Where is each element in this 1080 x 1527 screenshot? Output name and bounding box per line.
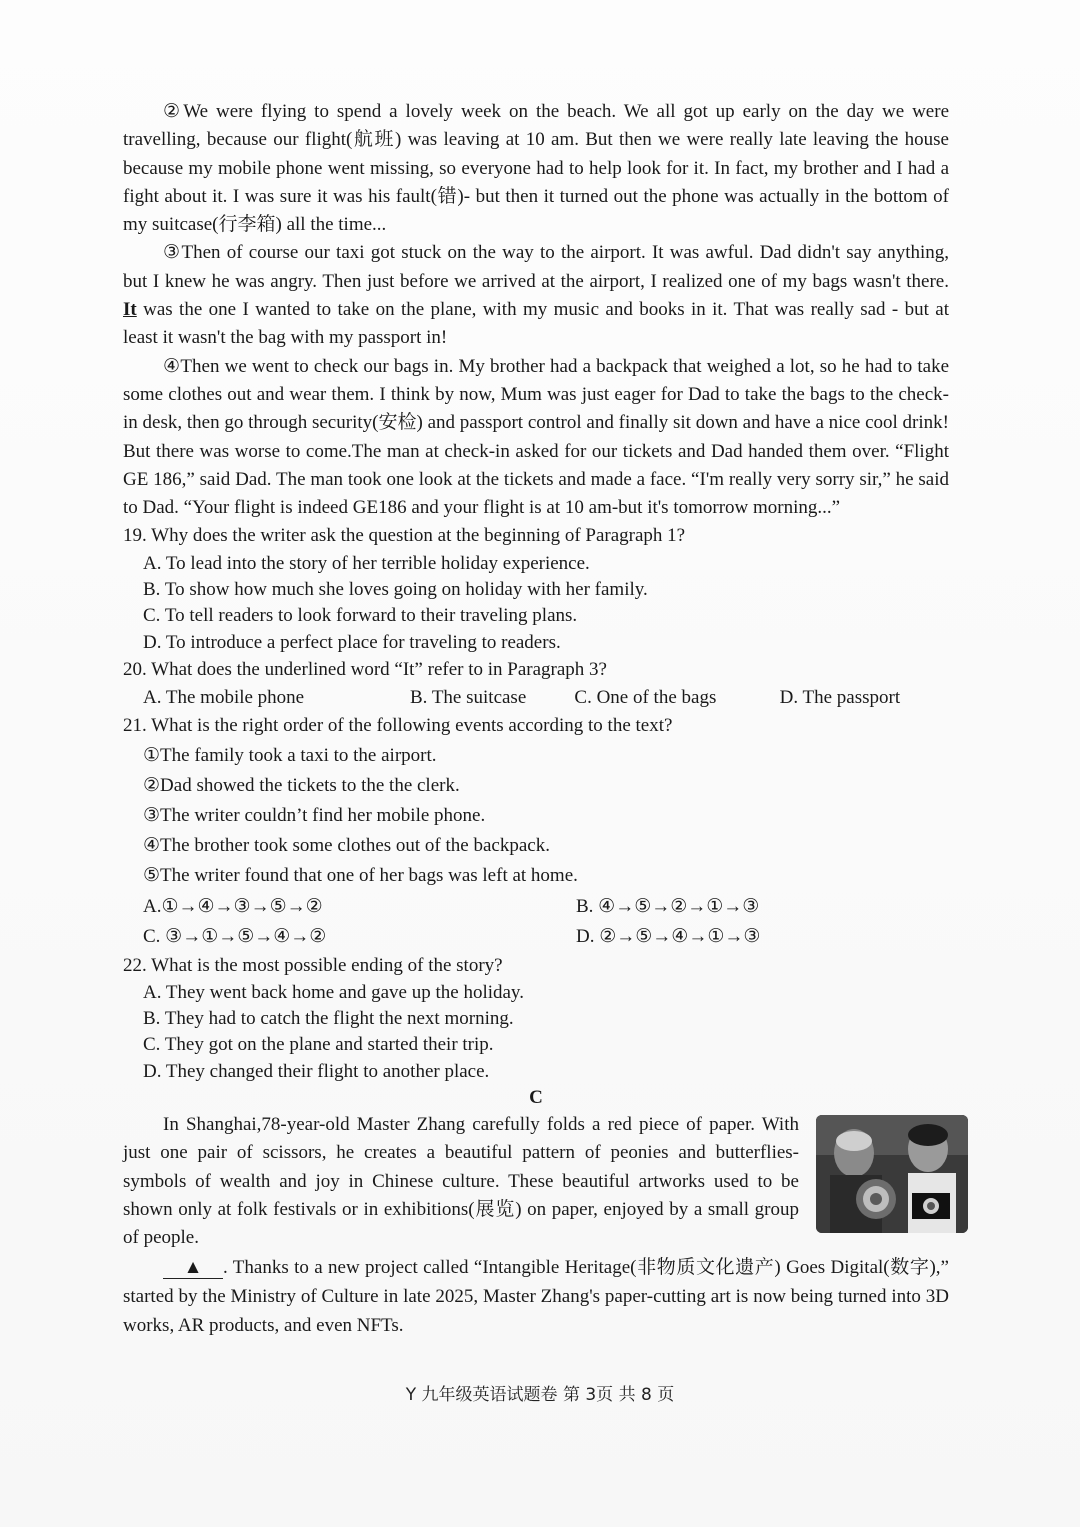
- q19-option-b: B. To show how much she loves going on holiday with her family.: [143, 579, 648, 601]
- page-content: [123, 98, 949, 1340]
- q20-option-a: A. The mobile phone: [143, 687, 305, 709]
- section-c-paragraph-2-text: . Thanks to a new project called “Intangible Heritage(非物质文化遗产) Goes Digital(数字),” started by the Ministry of Culture in late 2025, Master Zhang's paper-cutting art is now being turned into 3D works, AR products, and even NFTs.: [123, 1256, 949, 1336]
- paragraph-3-part2: was the one I wanted to take on the plane, with my music and books in it. That was really sad - but at least it wasn't the bag with my passport in!: [123, 299, 949, 349]
- q21-event-3: ③The writer couldn’t find her mobile phone.: [143, 804, 486, 826]
- paragraph-4: ④Then we went to check our bags in. My brother had a backpack that weighed a lot, so he had to take some clothes out and wear them. I think by now, Mum was just eager for Dad to take the bags to the check-in desk, then go through security(安检) and passport control and finally sit down and have a nice cool drink! But there was worse to come.The man at check-in asked for our tickets and Dad handed them over. “Flight GE 186,” said Dad. The man took one look at the tickets and made a face. “I'm really very sorry sir,” he said to Dad. “Your flight is indeed GE186 and your flight is at 10 am-but it's tomorrow morning...”: [123, 355, 949, 519]
- blank-triangle-mark: ▲: [163, 1258, 223, 1279]
- q21-option-a: A.①→④→③→⑤→②: [143, 895, 323, 917]
- q22-option-c: C. They got on the plane and started their trip.: [143, 1034, 494, 1056]
- q19-option-c: C. To tell readers to look forward to their traveling plans.: [143, 605, 578, 627]
- q22-option-d: D. They changed their flight to another place.: [143, 1060, 490, 1082]
- paragraph-3-part1: ③Then of course our taxi got stuck on the way to the airport. It was awful. Dad didn't say anything, but I knew he was angry. Then just before we arrived at the airport, I realized one of my bags wasn't there.: [123, 242, 949, 292]
- q21-event-5: ⑤The writer found that one of her bags was left at home.: [143, 865, 578, 887]
- section-c-paragraph-2: [123, 1253, 949, 1340]
- q21-option-c: C. ③→①→⑤→④→②: [143, 925, 327, 947]
- paper-cutting-photo: [816, 1115, 968, 1233]
- page-footer: Y 九年级英语试题卷 第 3页 共 8 页: [405, 1385, 675, 1405]
- q19-option-d: D. To introduce a perfect place for traveling to readers.: [143, 631, 561, 653]
- q22-option-b: B. They had to catch the flight the next morning.: [143, 1008, 514, 1030]
- section-c-paragraph-1: In Shanghai,78-year-old Master Zhang carefully folds a red piece of paper. With just one pair of scissors, he creates a beautiful pattern of peonies and butterflies- symbols of wealth and joy in Chinese culture. These beautiful artworks used to be shown only at folk festivals or in exhibitions(展览) on paper, enjoyed by a small group of people.: [123, 1114, 799, 1249]
- q20-option-b: B. The suitcase: [410, 687, 527, 709]
- q21-option-d: D. ②→⑤→④→①→③: [576, 925, 761, 947]
- question-21-stem: 21. What is the right order of the following events according to the text?: [123, 715, 673, 737]
- q21-option-b: B. ④→⑤→②→①→③: [576, 895, 760, 917]
- section-c-body: [123, 1111, 949, 1252]
- question-22-stem: 22. What is the most possible ending of the story?: [123, 954, 503, 976]
- q20-option-c: C. One of the bags: [574, 687, 717, 709]
- question-20-stem: 20. What does the underlined word “It” refer to in Paragraph 3?: [123, 658, 607, 680]
- underlined-it: It: [123, 299, 137, 321]
- question-19-stem: 19. Why does the writer ask the question at the beginning of Paragraph 1?: [123, 525, 686, 547]
- q19-option-a: A. To lead into the story of her terrible holiday experience.: [143, 552, 590, 574]
- q21-event-1: ①The family took a taxi to the airport.: [143, 744, 437, 766]
- q22-option-a: A. They went back home and gave up the holiday.: [143, 981, 524, 1003]
- paragraph-3: [123, 239, 949, 352]
- q21-event-2: ②Dad showed the tickets to the the clerk.: [143, 774, 460, 796]
- q20-options: [123, 684, 949, 712]
- q21-options-row-2: [123, 922, 949, 952]
- q21-options-row-1: [123, 892, 949, 922]
- q20-option-d: D. The passport: [779, 687, 901, 709]
- section-c-heading: C: [529, 1087, 543, 1109]
- q21-event-4: ④The brother took some clothes out of the backpack.: [143, 835, 550, 857]
- paragraph-2: ②We were flying to spend a lovely week on the beach. We all got up early on the day we were travelling, because our flight(航班) was leaving at 10 am. But then we were really late leaving the house because my mobile phone went missing, so everyone had to help look for it. In fact, my brother and I had a fight about it. I was sure it was his fault(错)- but then it turned out the phone was actually in the bottom of my suitcase(行李箱) all the time...: [123, 101, 949, 236]
